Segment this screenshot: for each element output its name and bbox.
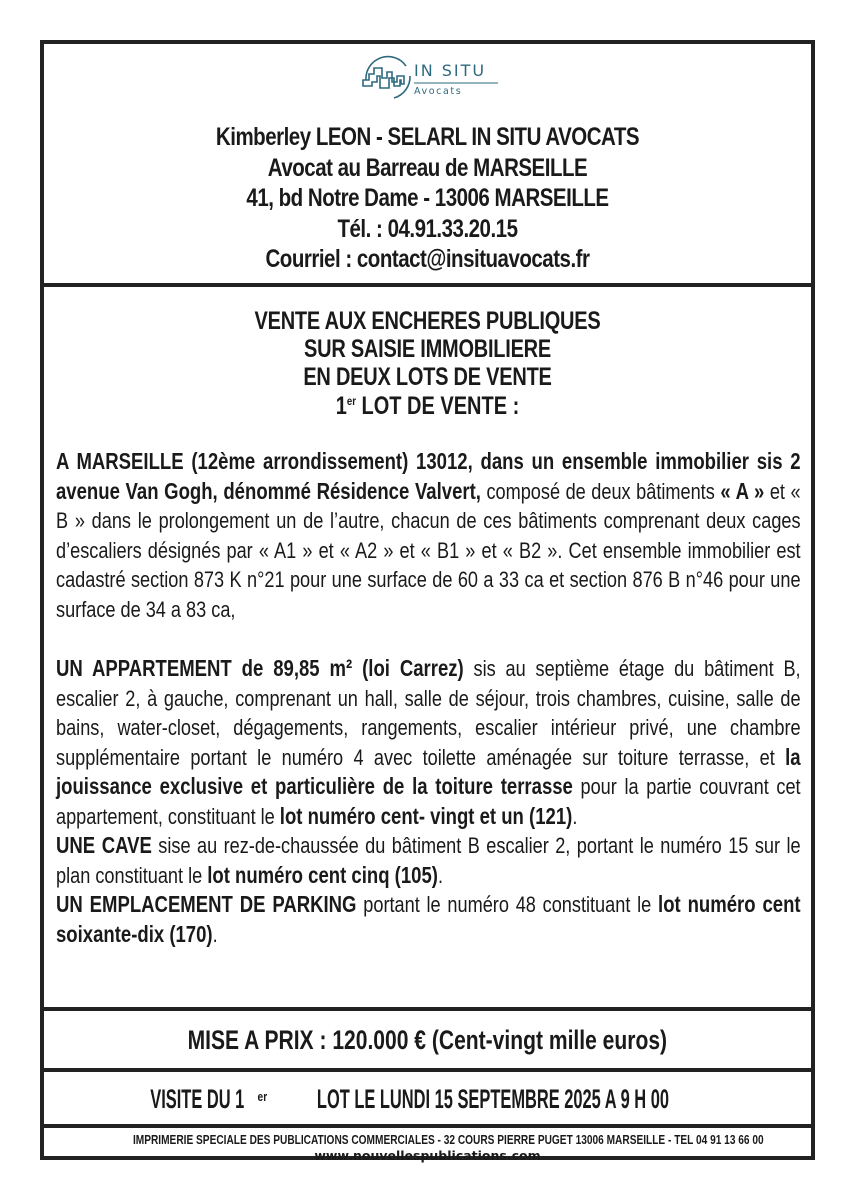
lot-label: LOT DE VENTE : <box>361 392 520 420</box>
apartment-bold: UN APPARTEMENT de 89,85 m² (loi Carrez) <box>56 655 464 681</box>
logo-brand: IN SITU <box>414 61 487 80</box>
starting-price-label: MISE A PRIX : 120.000 € (Cent-vingt mille euros) <box>187 1025 668 1055</box>
lot-heading <box>121 392 735 421</box>
lot-170-dot: . <box>212 921 218 947</box>
lot-105-bold: lot numéro cent cinq (105) <box>207 861 438 888</box>
location-text-1: composé de deux bâtiments <box>480 478 721 504</box>
title-line-1: VENTE AUX ENCHERES PUBLIQUES <box>254 307 601 335</box>
printer-website[interactable]: www.nouvellespublications.com <box>314 1148 541 1163</box>
building-a-bold: « A » <box>720 477 765 504</box>
bar-membership: Avocat au Barreau de MARSEILLE <box>267 153 588 182</box>
printer-footer <box>44 1131 811 1163</box>
visit-prefix: VISITE DU 1 <box>150 1084 245 1114</box>
lawyer-phone: Tél. : 04.91.33.20.15 <box>337 214 518 243</box>
lot-121-bold: lot numéro cent- vingt et un (121) <box>279 802 573 829</box>
property-location-paragraph <box>56 447 801 624</box>
lots-description-paragraph <box>56 654 801 949</box>
printer-info: IMPRIMERIE SPECIALE DES PUBLICATIONS COMMERCIALES - 32 COURS PIERRE PUGET 13006 MARSEILLE - TEL 04 91 13 66 00 <box>132 1132 764 1147</box>
lawyer-contact-block <box>44 122 811 275</box>
visit-info <box>44 1072 811 1126</box>
cellar-bold: UNE CAVE <box>56 832 152 858</box>
lot-number: 1 <box>335 392 347 420</box>
lot-121-dot: . <box>572 803 578 829</box>
cellar-text: sise au rez-de-chaussée du bâtiment B escalier 2, portant le numéro 15 sur le plan constituant le <box>56 833 801 888</box>
location-bold: A MARSEILLE (12ème arrondissement) 13012, dans un ensemble immobilier sis 2 avenue Van Gogh, dénommé Résidence Valvert, <box>56 448 801 504</box>
in-situ-logo <box>360 54 510 102</box>
lawyer-name: Kimberley LEON - SELARL IN SITU AVOCATS <box>215 123 640 151</box>
location-text-2: et « B » dans le prolongement un de l’autre, chacun de ces bâtiments comprenant deux cages d’escaliers désignés par « A1 » et « A2 » et « B1 » et « B2 ». Cet ensemble immobilier est cadastré section 873 K n°21 pour une surface de 60 a 33 ca et section 876 B n°46 pour une surface de 34 a 83 ca, <box>56 478 801 622</box>
title-line-2: SUR SAISIE IMMOBILIERE <box>304 335 551 363</box>
logo-subtitle: Avocats <box>414 86 463 97</box>
starting-price <box>44 1011 811 1069</box>
header-divider <box>44 283 811 287</box>
footer-divider-top <box>44 1124 811 1128</box>
lawyer-address: 41, bd Notre Dame - 13006 MARSEILLE <box>246 184 609 212</box>
sale-title <box>44 307 811 391</box>
building-skyline-icon <box>360 54 510 102</box>
visit-suffix: er <box>257 1089 267 1104</box>
lot-number-suffix: er <box>346 394 356 408</box>
lot-170-bold: lot numéro cent soixante-dix (170) <box>56 891 801 947</box>
notice-frame <box>40 40 815 1163</box>
lawyer-email: Courriel : contact@insituavocats.fr <box>265 245 590 273</box>
visit-date: LOT LE LUNDI 15 SEPTEMBRE 2025 A 9 H 00 <box>316 1084 669 1114</box>
lot-105-dot: . <box>437 862 444 888</box>
apartment-text: sis au septième étage du bâtiment B, escalier 2, à gauche, comprenant un hall, salle de séjour, trois chambres, cuisine, salle de bains, water-closet, dégagements, rangements, escalier intérieur privé, une chambre supplémentaire portant le numéro 4 avec toilette aménagée sur toiture terrasse, et <box>56 656 801 770</box>
title-line-3: EN DEUX LOTS DE VENTE <box>303 363 552 391</box>
roof-terrace-bold: la jouissance exclusive et particulière de la toiture terrasse <box>56 743 801 799</box>
parking-bold: UN EMPLACEMENT DE PARKING <box>56 891 357 917</box>
lawyer-header <box>44 44 811 283</box>
roof-terrace-text: pour la partie couvrant cet appartement, constituant le <box>56 774 801 829</box>
parking-text: portant le numéro 48 constituant le <box>356 892 659 917</box>
